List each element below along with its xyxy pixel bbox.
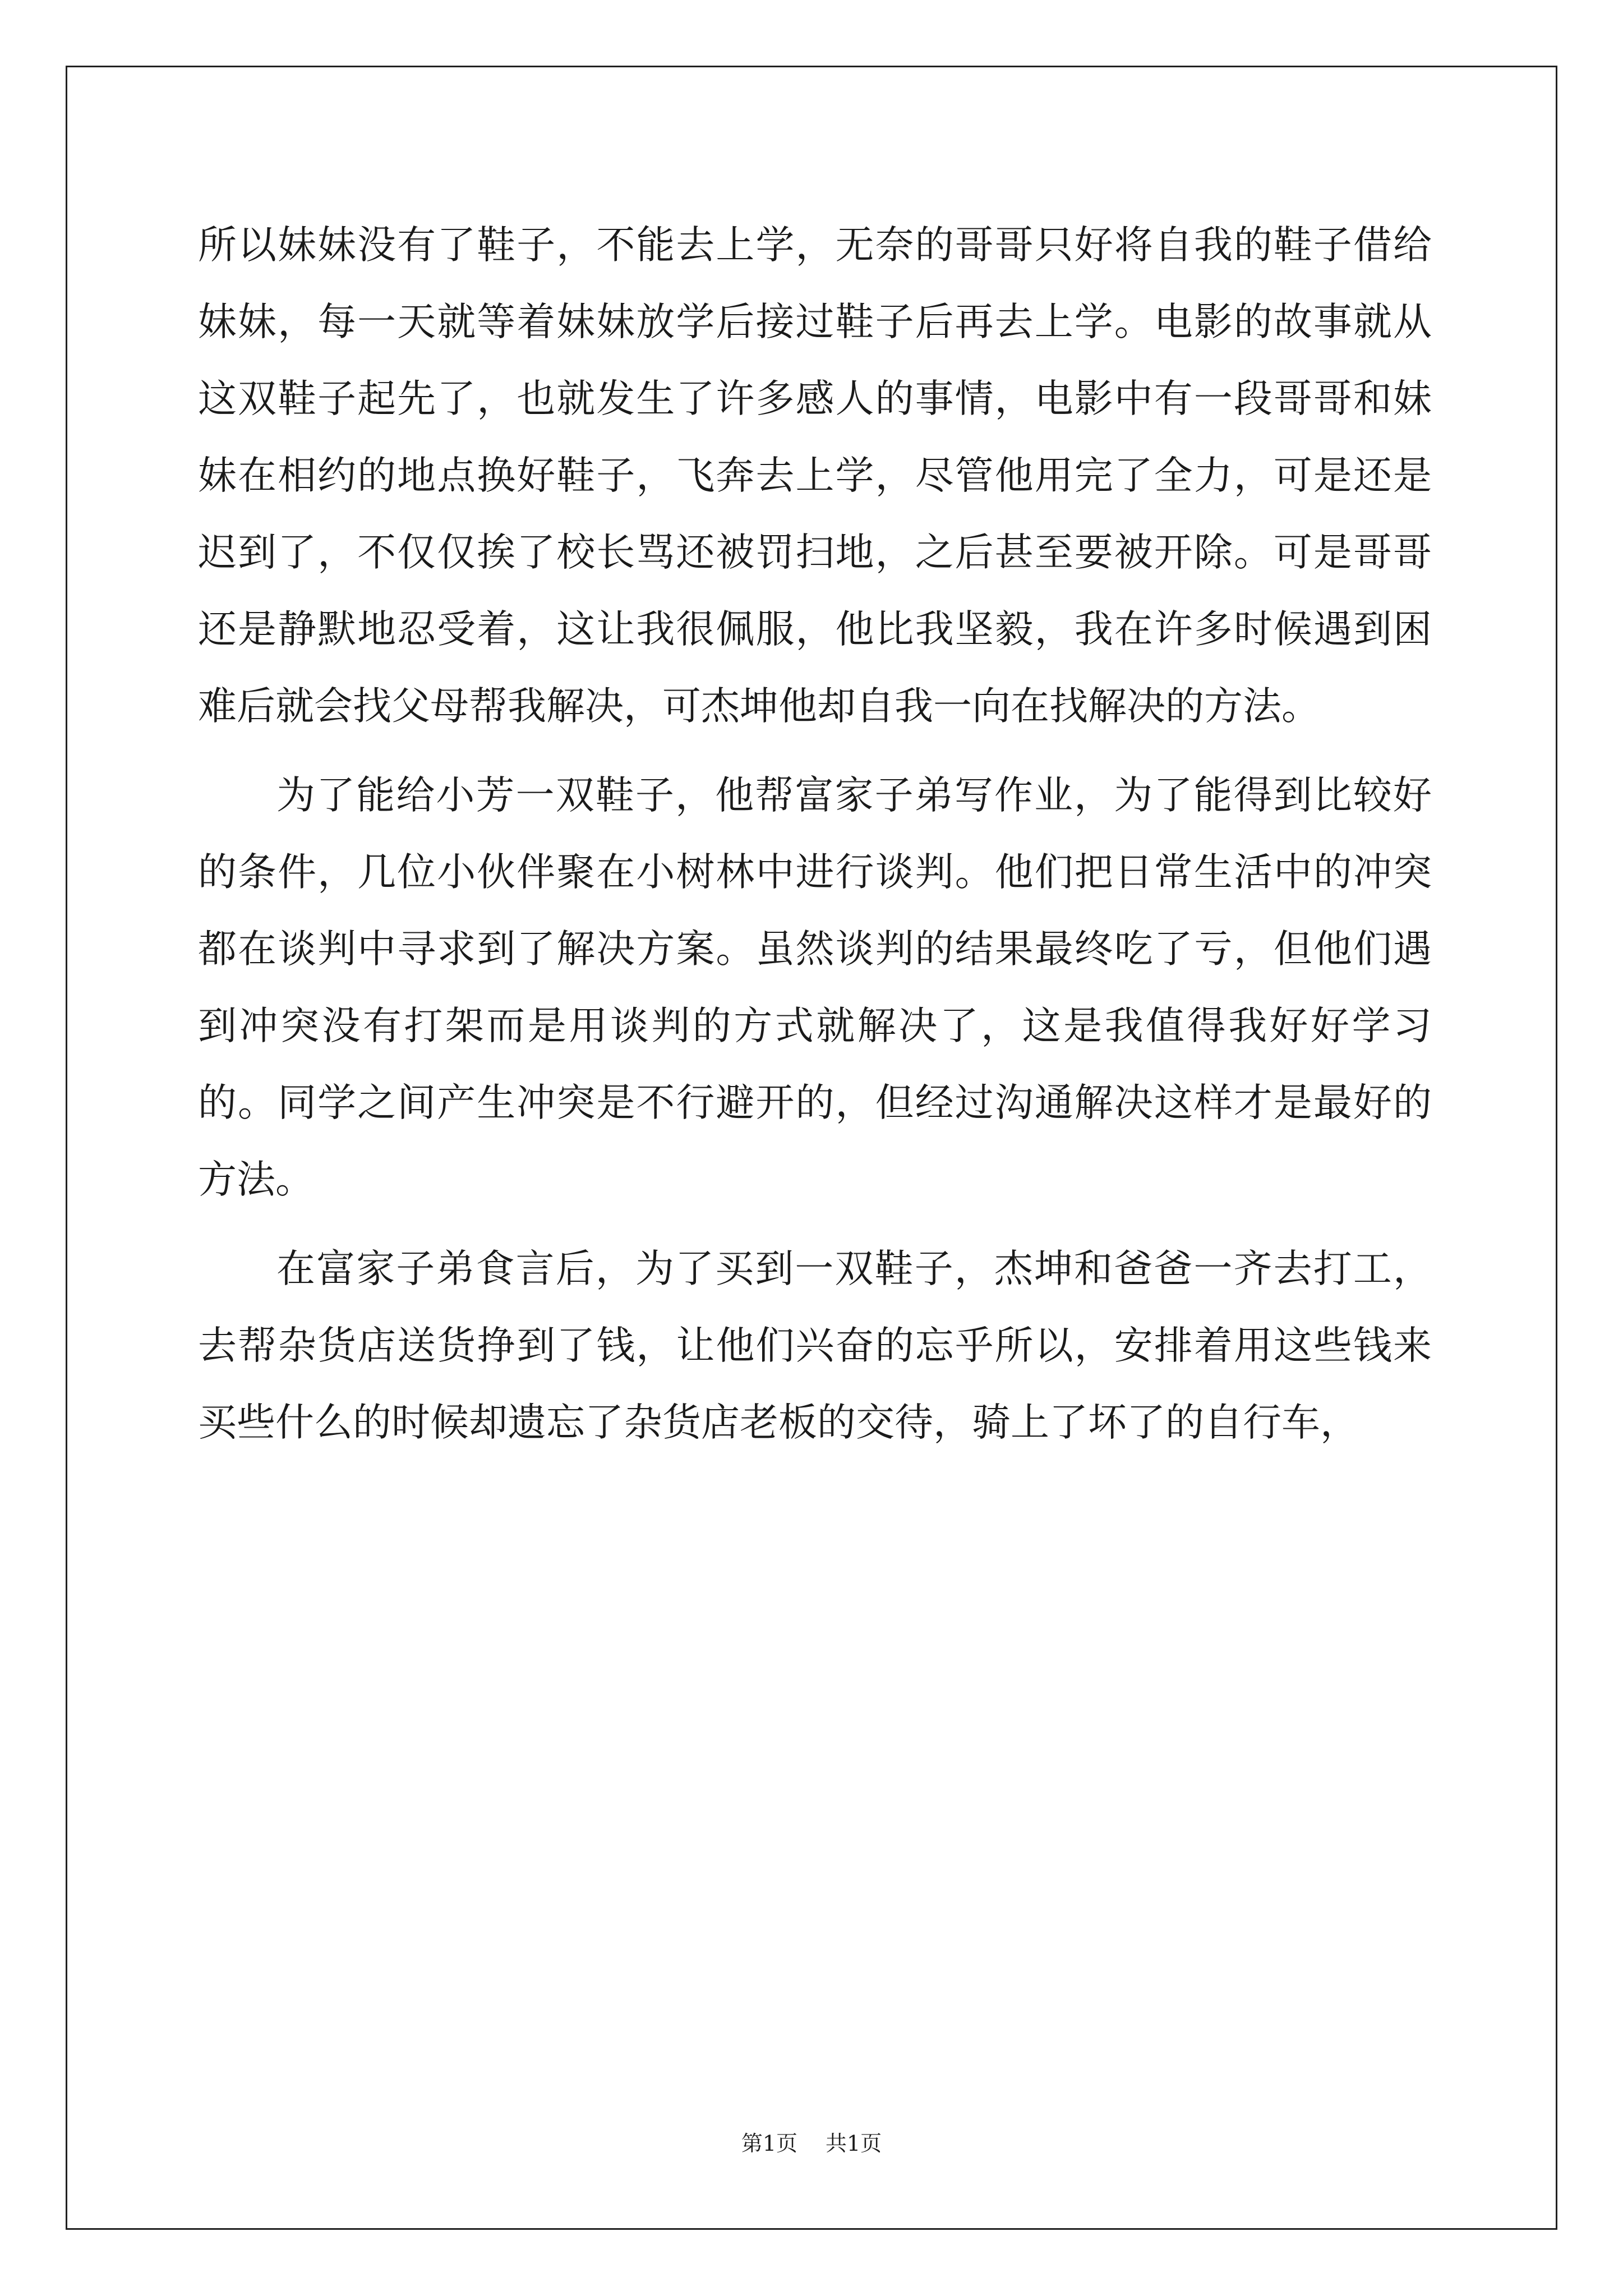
page-number: 第1页 [741, 2131, 797, 2156]
document-body [198, 207, 1432, 1474]
page-total: 共1页 [826, 2131, 882, 2156]
paragraph-2: 为了能给小芳一双鞋子，他帮富家子弟写作业，为了能得到比较好的条件，几位小伙伴聚在小树林中进行谈判。他们把日常生活中的冲突都在谈判中寻求到了解决方案。虽然谈判的结果最终吃了亏，但他们遇到冲突没有打架而是用谈判的方式就解决了，这是我值得我好好学习的。同学之间产生冲突是不行避开的，但经过沟通解决这样才是最好的方法。 [198, 773, 1432, 1202]
page-footer [0, 2126, 1623, 2157]
paragraph-3: 在富家子弟食言后，为了买到一双鞋子，杰坤和爸爸一齐去打工，去帮杂货店送货挣到了钱，让他们兴奋的忘乎所以，安排着用这些钱来买些什么的时候却遗忘了杂货店老板的交待，骑上了坏了的自行车， [198, 1246, 1432, 1445]
paragraph-1: 所以妹妹没有了鞋子，不能去上学，无奈的哥哥只好将自我的鞋子借给妹妹，每一天就等着妹妹放学后接过鞋子后再去上学。电影的故事就从这双鞋子起先了，也就发生了许多感人的事情，电影中有一段哥哥和妹妹在相约的地点换好鞋子，飞奔去上学，尽管他用完了全力，可是还是迟到了，不仅仅挨了校长骂还被罚扫地，之后甚至要被开除。可是哥哥还是静默地忍受着，这让我很佩服，他比我坚毅，我在许多时候遇到困难后就会找父母帮我解决，可杰坤他却自我一向在找解决的方法。 [198, 223, 1432, 729]
